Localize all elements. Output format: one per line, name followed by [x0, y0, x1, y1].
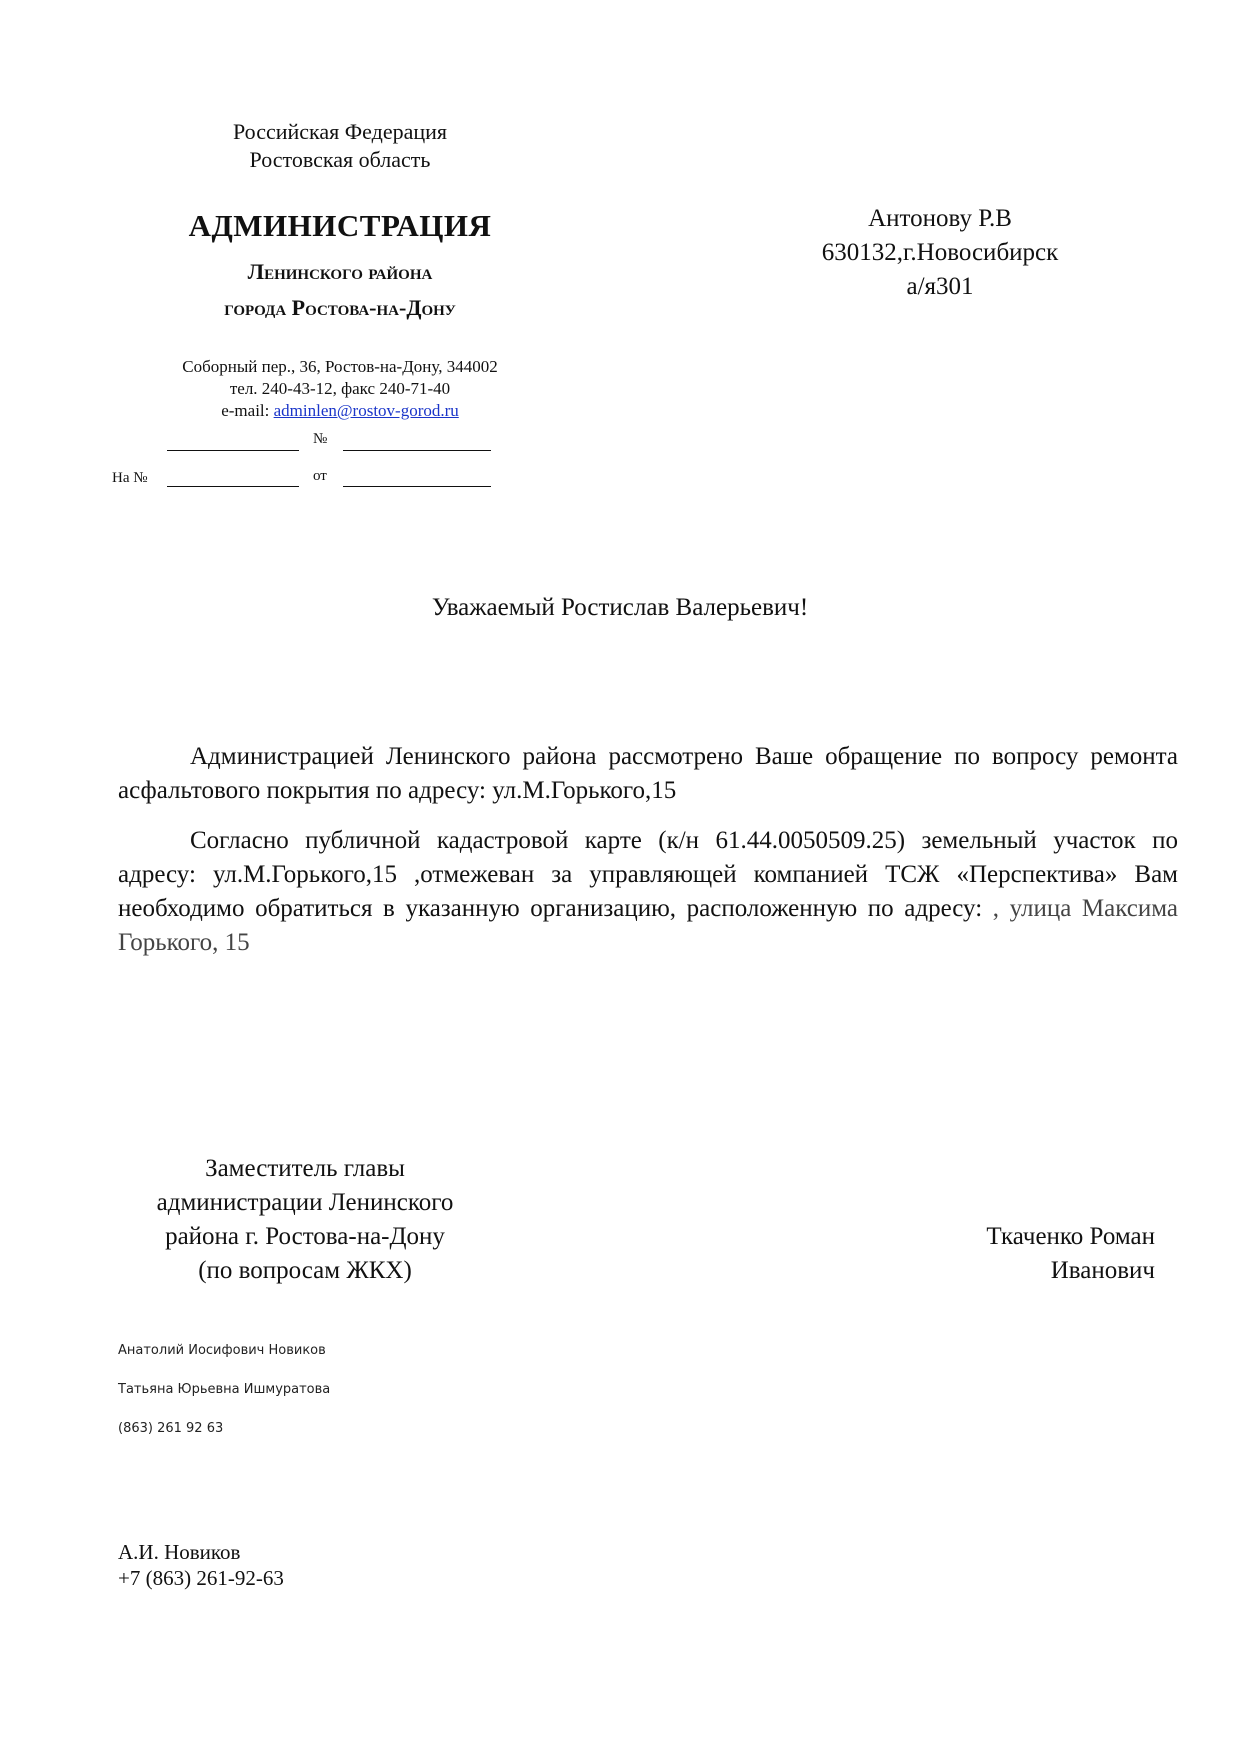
addressee-box: а/я301	[906, 273, 974, 300]
body-paragraph-2-main: Согласно публичной кадастровой карте (к/н 61.44.0050509.25) земельный участок по адресу: ул.М.Горького,15 ,отмежеван за управляющей компанией ТСЖ «Перспектива» Вам необходимо обратиться в указанную организацию, расположенную по адресу:	[118, 827, 1178, 922]
region-name: Ростовская область	[249, 147, 431, 172]
footer-executor-phone: +7 (863) 261-92-63	[118, 1566, 284, 1590]
body-paragraph-2	[118, 824, 1178, 960]
email-link[interactable]: adminlen@rostov-gorod.ru	[273, 401, 459, 420]
signatory-position-line-4: (по вопросам ЖКХ)	[198, 1257, 412, 1284]
reference-number-line	[167, 485, 299, 487]
organization-email-row	[130, 400, 550, 422]
executor-phone: (863) 261 92 63	[118, 1421, 224, 1436]
signatory-position	[120, 1152, 490, 1288]
organization-district: Ленинского района	[247, 259, 433, 284]
addressee-block	[770, 202, 1110, 304]
footer-executor-name: А.И. Новиков	[118, 1540, 241, 1564]
number-label: №	[313, 431, 328, 447]
signatory-name	[890, 1220, 1155, 1288]
outgoing-date-line	[167, 449, 299, 451]
body-paragraph-2-address: , улица Максима Горького, 15	[118, 895, 1178, 956]
organization-address: Соборный пер., 36, Ростов-на-Дону, 344002	[182, 357, 498, 376]
executor-1: Анатолий Иосифович Новиков	[118, 1343, 326, 1358]
executor-2: Татьяна Юрьевна Ишмуратова	[118, 1382, 331, 1397]
body-paragraph-1: Администрацией Ленинского района рассмотрено Ваше обращение по вопросу ремонта асфальтового покрытия по адресу: ул.М.Горького,15	[118, 743, 1178, 804]
organization-city: города Ростова-на-Дону	[224, 295, 456, 320]
organization-title: АДМИНИСТРАЦИЯ	[188, 208, 492, 243]
signatory-position-line-1: Заместитель главы	[205, 1155, 405, 1182]
organization-subtitle	[150, 254, 530, 326]
signatory-position-line-2: администрации Ленинского	[156, 1189, 454, 1216]
signatory-patronymic: Иванович	[1050, 1257, 1155, 1284]
signatory-position-line-3: района г. Ростова-на-Дону	[165, 1223, 445, 1250]
letter-body	[118, 740, 1178, 976]
addressee-name: Антонову Р.В	[868, 205, 1012, 232]
letter-greeting: Уважаемый Ростислав Валерьевич!	[431, 594, 809, 621]
reference-number-label: На №	[112, 470, 148, 486]
organization-phones: тел. 240-43-12, факс 240-71-40	[229, 379, 451, 398]
reference-date-line	[343, 485, 491, 487]
signatory-surname: Ткаченко Роман	[986, 1223, 1155, 1250]
from-label: от	[313, 468, 327, 484]
letterhead-country-block	[195, 118, 485, 174]
addressee-city: 630132,г.Новосибирск	[821, 239, 1059, 266]
email-label: e-mail:	[221, 401, 274, 420]
outgoing-number-line	[343, 449, 491, 451]
organization-contacts	[130, 356, 550, 422]
country-name: Российская Федерация	[232, 119, 448, 144]
